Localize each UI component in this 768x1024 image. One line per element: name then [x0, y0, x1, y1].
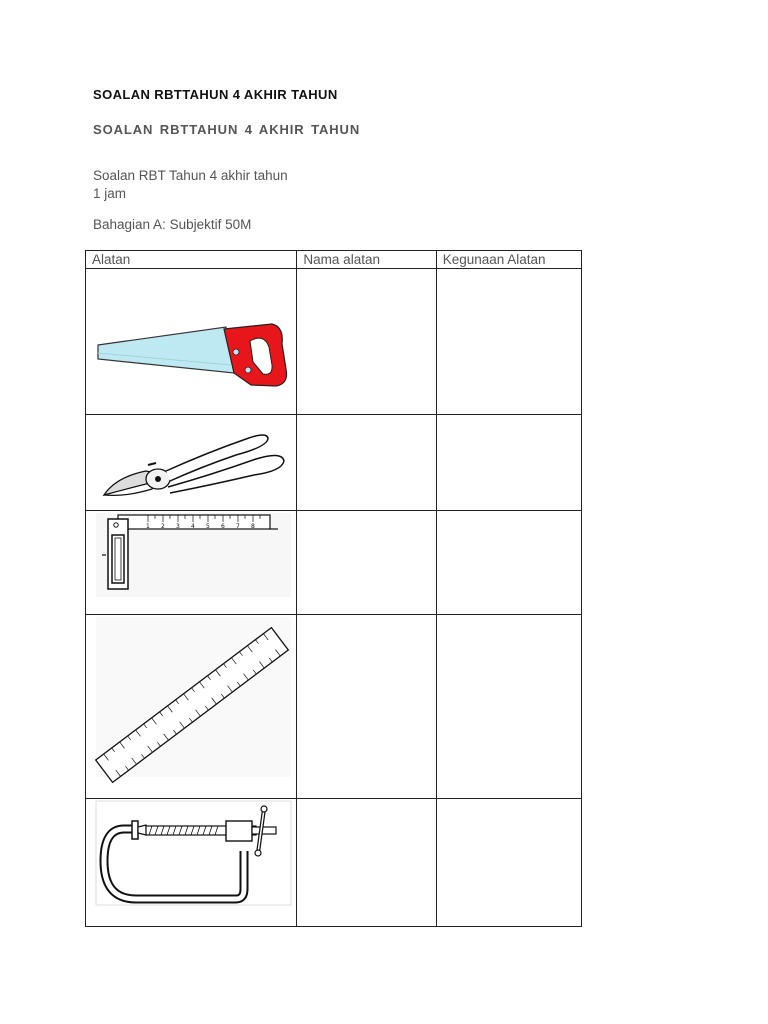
tool-usage-cell[interactable]: [436, 511, 581, 615]
ruler-mark: 5: [206, 523, 210, 530]
document-heading: SOALAN RBTTAHUN 4 AKHIR TAHUN: [93, 87, 338, 102]
hand-saw-icon: [86, 269, 297, 414]
header-alatan: Alatan: [86, 251, 297, 269]
ruler-mark: 2: [161, 523, 165, 530]
exam-duration: 1 jam: [93, 186, 127, 201]
ruler-mark: 6: [221, 523, 225, 530]
table-header-row: [86, 251, 582, 269]
exam-title: Soalan RBT Tahun 4 akhir tahun: [93, 168, 288, 183]
tool-image-cell: [86, 799, 297, 927]
ruler-mark: 3: [176, 523, 180, 530]
header-nama-alatan: Nama alatan: [297, 251, 436, 269]
table-row: [86, 511, 582, 615]
tool-name-cell[interactable]: [297, 415, 436, 511]
tool-image-cell: [86, 415, 297, 511]
ruler-mark: 8: [251, 523, 255, 530]
tool-usage-cell[interactable]: [436, 615, 581, 799]
tool-image-cell: [86, 615, 297, 799]
ruler-mark: 7: [236, 523, 240, 530]
header-kegunaan-alatan: Kegunaan Alatan: [436, 251, 581, 269]
pliers-icon: [86, 415, 297, 510]
tool-name-cell[interactable]: [297, 799, 436, 927]
ruler-mark: 4: [191, 523, 195, 530]
tool-image-cell: [86, 269, 297, 415]
tool-usage-cell[interactable]: [436, 799, 581, 927]
document-subheading: SOALAN RBTTAHUN 4 AKHIR TAHUN: [93, 122, 361, 137]
tool-name-cell[interactable]: [297, 511, 436, 615]
tool-usage-cell[interactable]: [436, 415, 581, 511]
section-title: Bahagian A: Subjektif 50M: [93, 217, 252, 232]
tool-name-cell[interactable]: [297, 269, 436, 415]
try-square-icon: [86, 511, 297, 614]
tools-table: [85, 250, 582, 927]
table-row: [86, 799, 582, 927]
table-row: [86, 615, 582, 799]
table-row: [86, 415, 582, 511]
tool-usage-cell[interactable]: [436, 269, 581, 415]
g-clamp-icon: [86, 799, 297, 926]
ruler-mark: 1: [146, 523, 150, 530]
tool-name-cell[interactable]: [297, 615, 436, 799]
table-row: [86, 269, 582, 415]
ruler-icon: [86, 615, 297, 798]
tool-image-cell: [86, 511, 297, 615]
